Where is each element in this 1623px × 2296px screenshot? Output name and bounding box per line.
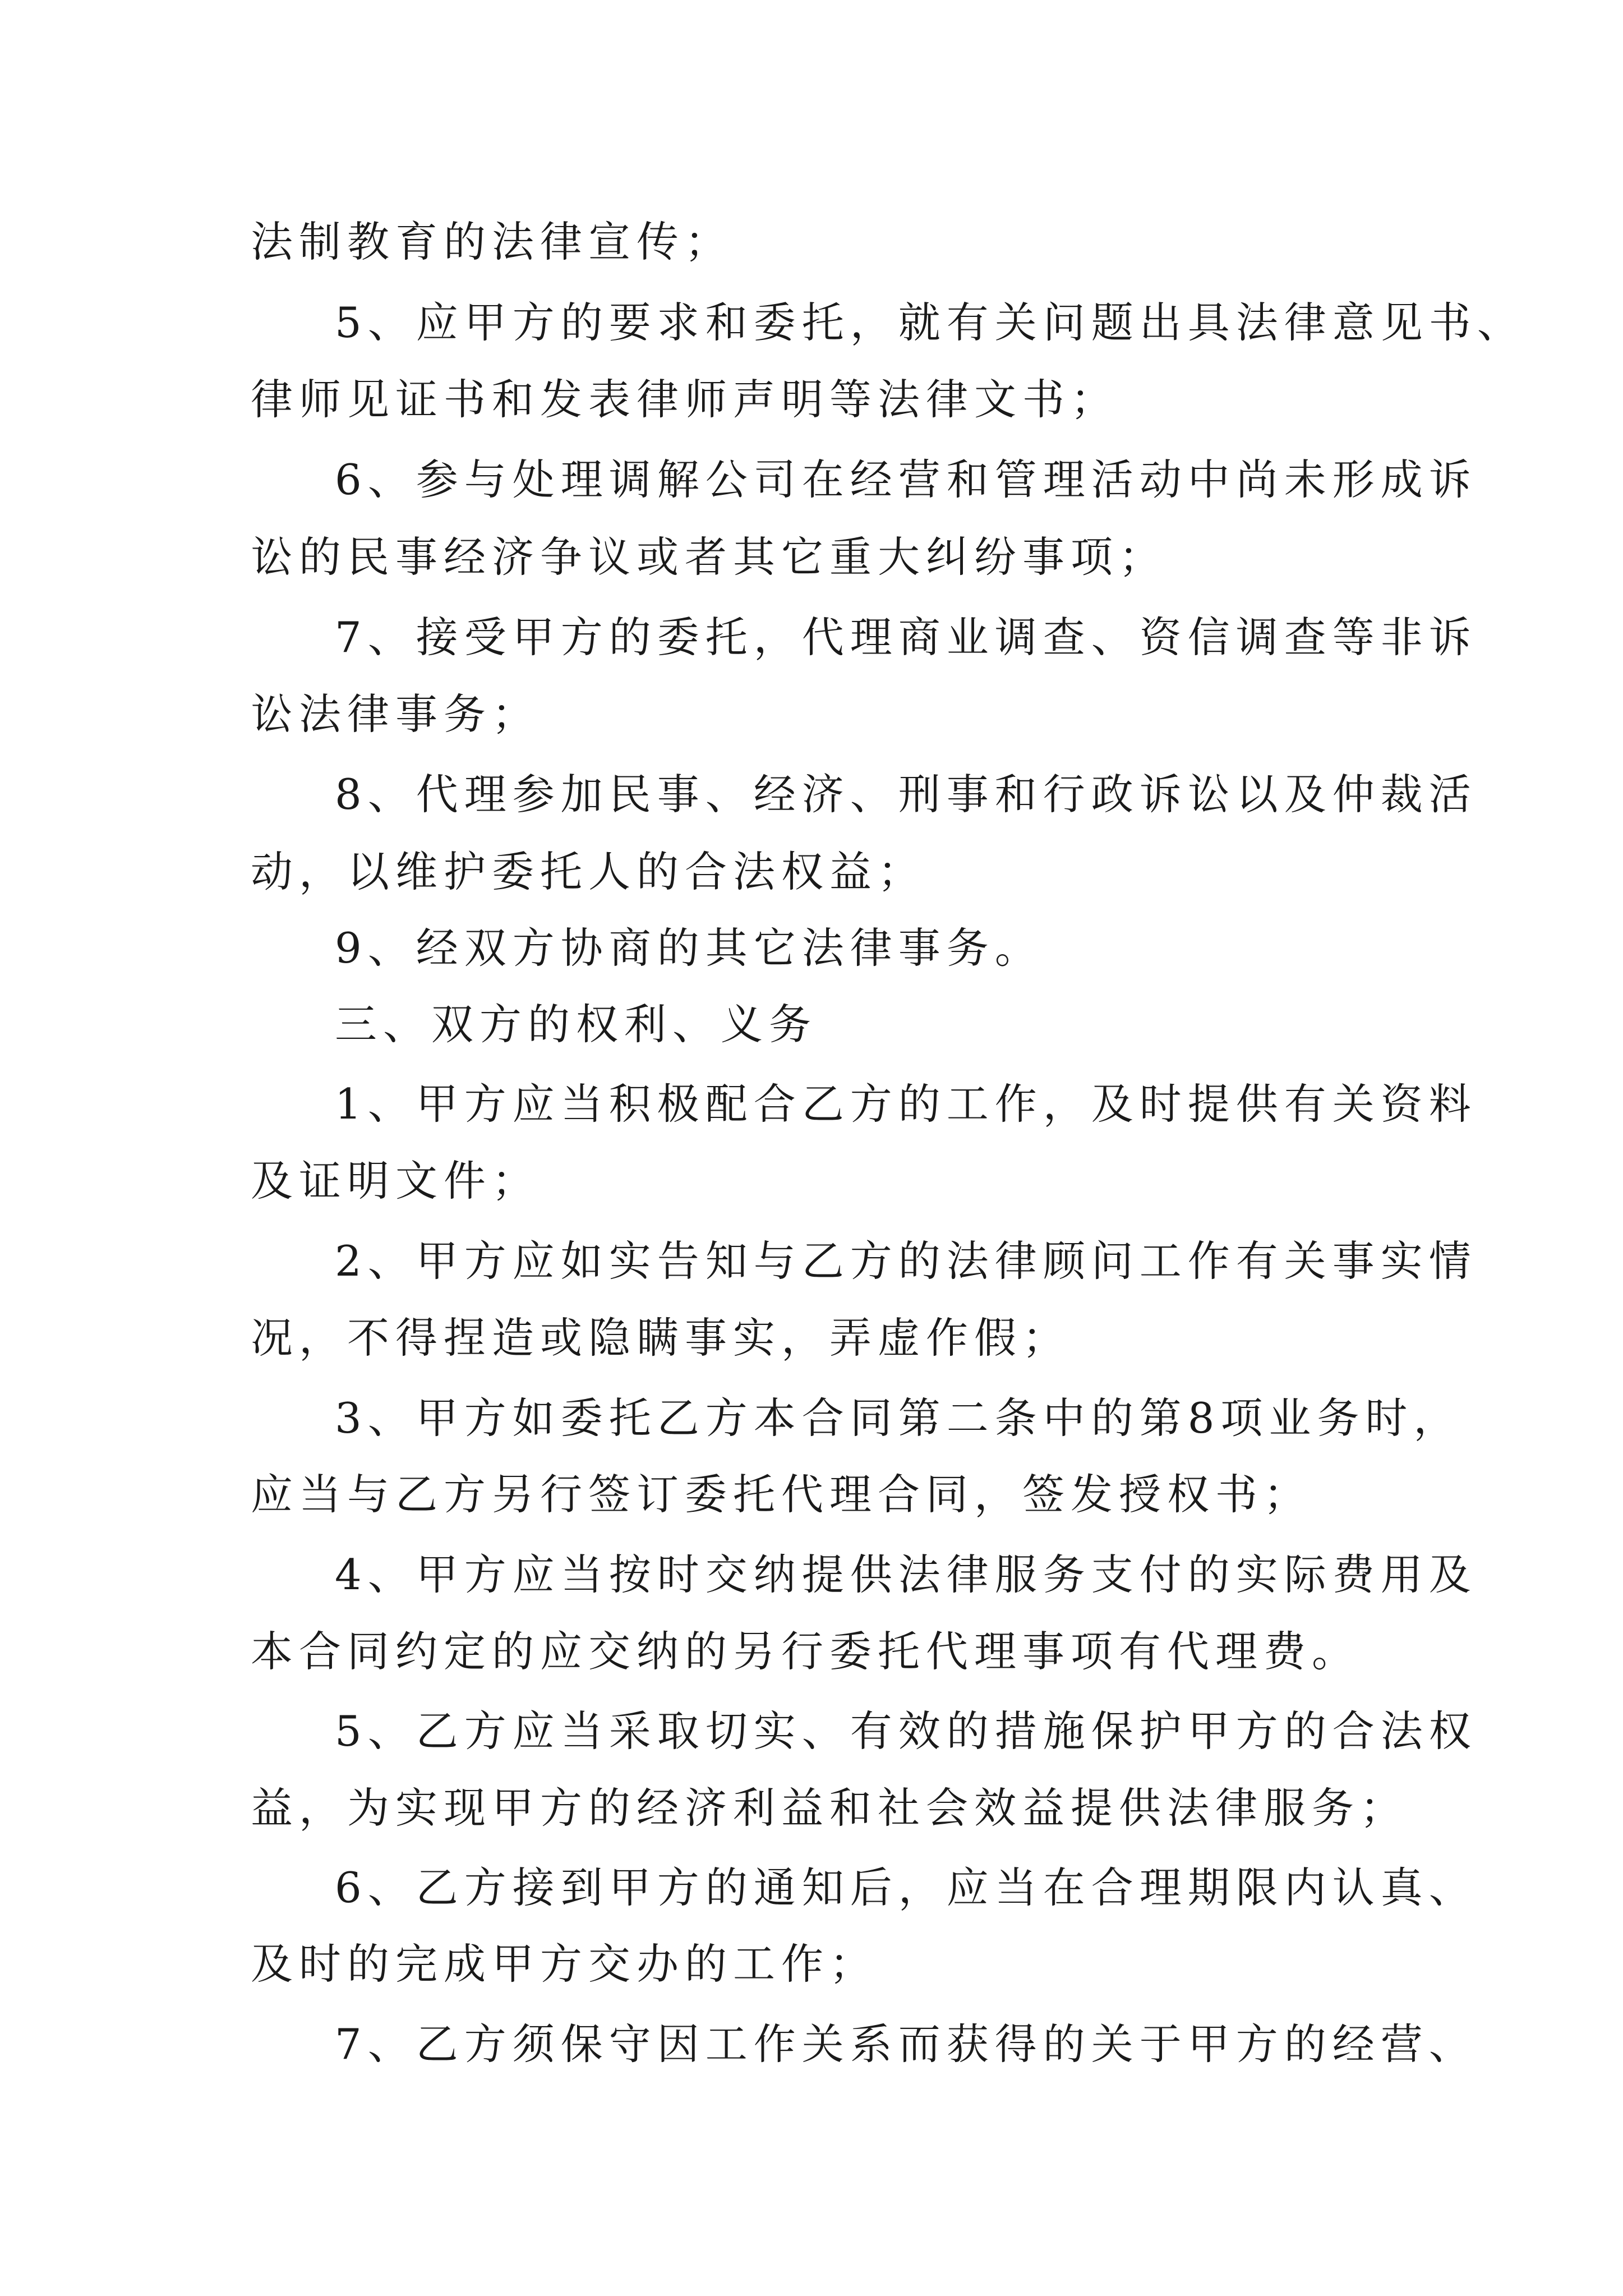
text-line: 2、甲方应如实告知与乙方的法律顾问工作有关事实情 bbox=[335, 1236, 1477, 1286]
text-line: 动，以维护委托人的合法权益； bbox=[251, 847, 926, 896]
text-line: 及证明文件； bbox=[251, 1156, 541, 1205]
text-line: 6、参与处理调解公司在经营和管理活动中尚未形成诉 bbox=[335, 455, 1477, 504]
text-line: 应当与乙方另行签订委托代理合同，签发授权书； bbox=[251, 1470, 1312, 1519]
text-line: 3、甲方如委托乙方本合同第二条中的第8项业务时， bbox=[335, 1393, 1462, 1443]
text-line: 讼法律事务； bbox=[251, 689, 541, 739]
text-line: 法制教育的法律宣传； bbox=[251, 217, 734, 266]
text-line: 1、甲方应当积极配合乙方的工作，及时提供有关资料 bbox=[335, 1079, 1477, 1129]
text-line: 讼的民事经济争议或者其它重大纠纷事项； bbox=[251, 532, 1168, 582]
text-line: 5、应甲方的要求和委托，就有关问题出具法律意见书、 bbox=[335, 298, 1525, 347]
text-line: 7、乙方须保守因工作关系而获得的关于甲方的经营、 bbox=[335, 2019, 1477, 2069]
text-line: 益，为实现甲方的经济利益和社会效益提供法律服务； bbox=[251, 1783, 1409, 1833]
section-heading: 三、双方的权利、义务 bbox=[335, 1000, 818, 1049]
text-line: 4、甲方应当按时交纳提供法律服务支付的实际费用及 bbox=[335, 1550, 1477, 1599]
text-line: 9、经双方协商的其它法律事务。 bbox=[335, 923, 1043, 973]
text-line: 5、乙方应当采取切实、有效的措施保护甲方的合法权 bbox=[335, 1706, 1477, 1756]
text-line: 7、接受甲方的委托，代理商业调查、资信调查等非诉 bbox=[335, 613, 1477, 662]
text-line: 8、代理参加民事、经济、刑事和行政诉讼以及仲裁活 bbox=[335, 770, 1477, 819]
text-line: 6、乙方接到甲方的通知后，应当在合理期限内认真、 bbox=[335, 1863, 1477, 1912]
text-line: 律师见证书和发表律师声明等法律文书； bbox=[251, 375, 1119, 424]
text-line: 况，不得捏造或隐瞒事实，弄虚作假； bbox=[251, 1313, 1071, 1363]
text-line: 本合同约定的应交纳的另行委托代理事项有代理费。 bbox=[251, 1627, 1361, 1676]
text-line: 及时的完成甲方交办的工作； bbox=[251, 1939, 878, 1989]
